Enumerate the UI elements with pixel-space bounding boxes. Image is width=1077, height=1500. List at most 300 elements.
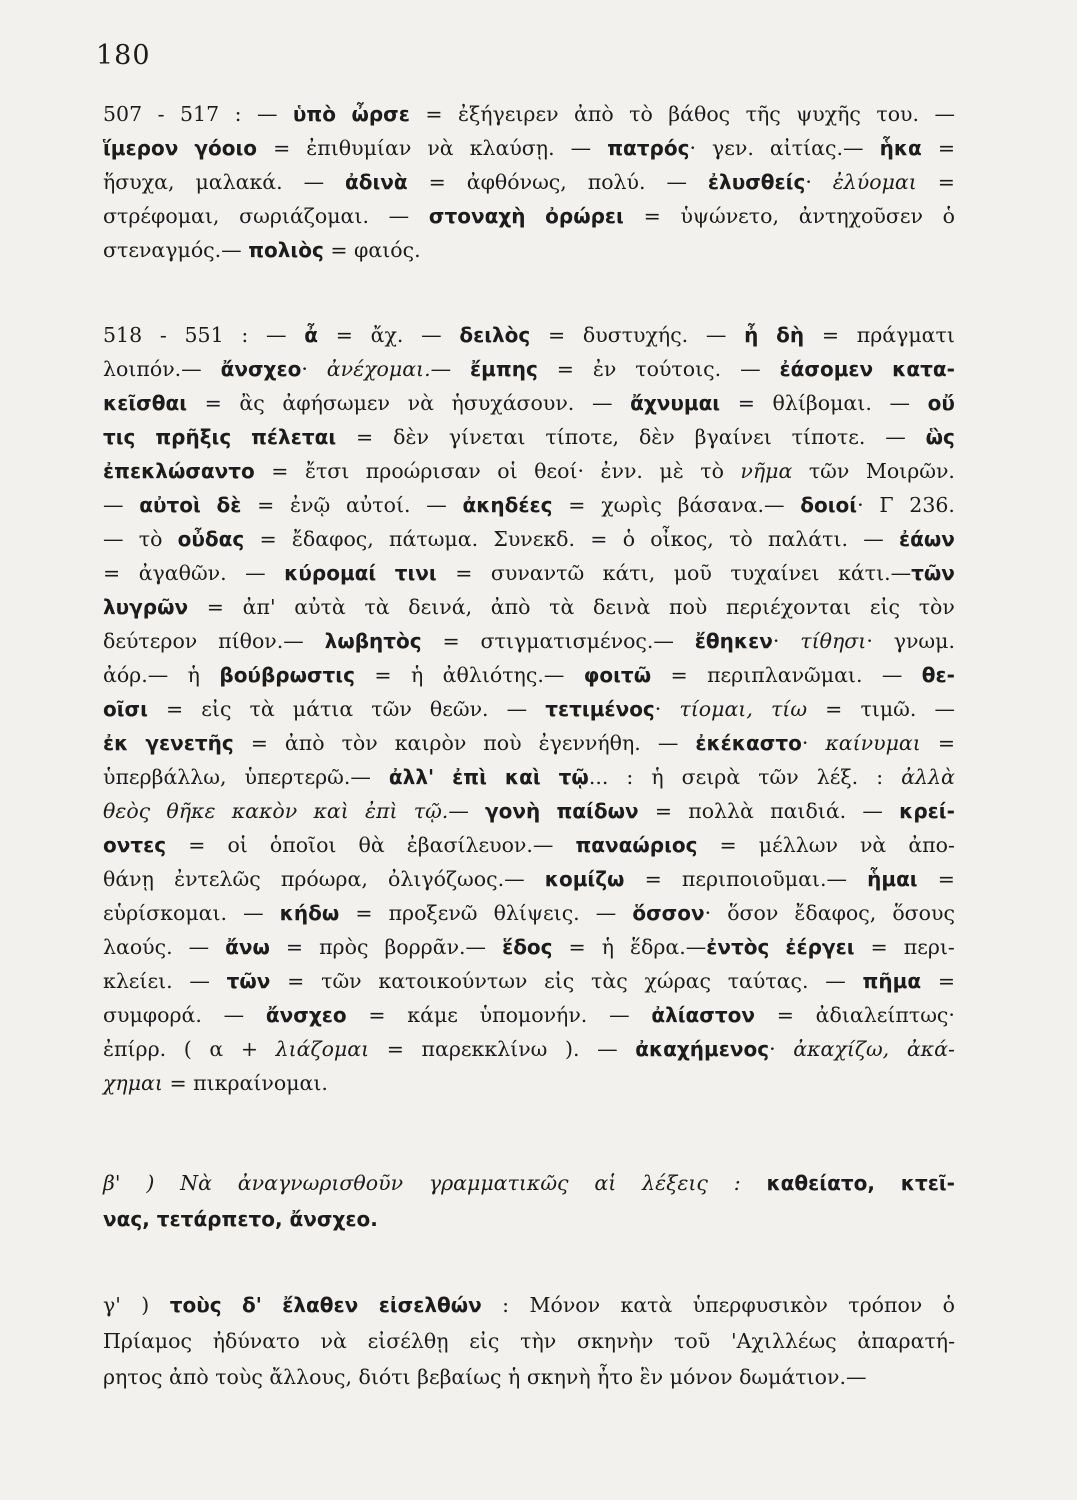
gloss-text: ) xyxy=(141,1293,150,1317)
gloss-text: τὸ xyxy=(729,527,753,551)
gloss-text: ἐντελῶς xyxy=(174,867,261,891)
italic-text: λιάζομαι xyxy=(275,1037,370,1061)
text-line xyxy=(103,998,955,1032)
gloss-text: χώρας xyxy=(644,969,711,993)
lemma-term: ἀκηδέες xyxy=(462,493,553,517)
gloss-text: — xyxy=(426,493,447,517)
lemma-term: ἔμπης xyxy=(470,357,538,381)
gloss-text: σκηνὴν xyxy=(576,1329,654,1353)
lemma-term: τινι xyxy=(394,561,437,585)
gloss-text: = xyxy=(386,1037,404,1061)
gloss-text: ὅσους xyxy=(892,901,955,925)
gloss-text: — xyxy=(188,935,210,959)
gloss-text: εὑρίσκομαι. xyxy=(103,901,228,925)
gloss-text: ἔδαφος, xyxy=(794,901,877,925)
italic-text: ἀνέχομαι. xyxy=(326,357,431,381)
gloss-text: μὲ xyxy=(659,459,684,483)
text-line xyxy=(103,454,955,488)
gloss-text: = xyxy=(166,697,184,721)
gloss-text: κάτι.— xyxy=(838,561,912,585)
gloss-text: τὸ xyxy=(700,459,724,483)
gloss-text: θλίβομαι. xyxy=(772,391,872,415)
gloss-text: ὀλιγόζωος.— xyxy=(387,867,525,891)
gloss-text: τὸ xyxy=(629,102,653,126)
text-line xyxy=(103,165,955,199)
gloss-text: ἀπὸ xyxy=(284,731,325,755)
gloss-text: — xyxy=(570,136,592,160)
text-line xyxy=(103,488,955,522)
italic-text: β' xyxy=(103,1171,121,1195)
text-line xyxy=(103,1288,955,1324)
gloss-text: προώρισαν xyxy=(365,459,481,483)
gloss-text: ἕδρα.— xyxy=(630,935,707,959)
gloss-text: = xyxy=(285,935,304,959)
lemma-term: ὣς xyxy=(925,425,955,449)
gloss-text: ὑπομονήν. xyxy=(479,1003,588,1027)
gloss-text: νὰ xyxy=(859,833,887,857)
gloss-text: = xyxy=(547,323,566,347)
lemma-term: γονὴ xyxy=(485,799,541,823)
gloss-text: ποὺ xyxy=(483,731,522,755)
lemma-term: ἐάσομεν xyxy=(779,357,874,381)
italic-text: ἀναγνωρισθοῦν xyxy=(237,1171,404,1195)
text-line xyxy=(103,97,955,131)
gloss-text: 236. xyxy=(909,493,955,517)
text-line xyxy=(103,1324,955,1360)
gloss-text: — xyxy=(934,697,955,721)
gloss-text: — xyxy=(506,697,528,721)
gloss-text: — xyxy=(103,493,124,517)
lemma-term: ἔθηκεν xyxy=(694,629,773,653)
gloss-text: = xyxy=(556,357,574,381)
gloss-text: = xyxy=(654,799,672,823)
gloss-text: = xyxy=(250,731,268,755)
lemma-term: τις xyxy=(103,425,136,449)
gloss-text: = xyxy=(204,391,222,415)
text-line xyxy=(103,1032,955,1066)
gloss-text: ἐνῷ xyxy=(290,493,331,517)
lemma-term: κατα- xyxy=(892,357,955,381)
italic-text: καίνυμαι xyxy=(825,731,921,755)
gloss-text: = xyxy=(719,833,737,857)
text-line xyxy=(103,556,955,590)
gloss-text: ταύτας. xyxy=(727,969,809,993)
gloss-text: — xyxy=(245,561,266,585)
gloss-text: περιποιοῦμαι.— xyxy=(681,867,847,891)
gloss-text: τίποτε, xyxy=(545,425,620,449)
gloss-text: ἡ xyxy=(651,765,664,789)
gloss-text: θεῶν. xyxy=(429,697,489,721)
gloss-text: : xyxy=(502,1293,510,1317)
gloss-text: ἡ xyxy=(410,663,424,687)
gloss-text: στιγματισμένος.— xyxy=(480,629,674,653)
italic-text: νῆμα xyxy=(740,459,793,483)
gloss-text: δὲν xyxy=(393,425,429,449)
lemma-term: τῷ xyxy=(558,765,589,789)
gloss-text: τὴν xyxy=(520,1329,557,1353)
lemma-term: δὴ xyxy=(776,323,805,347)
text-line xyxy=(103,726,955,760)
lemma-term: παναώριος xyxy=(575,833,698,857)
gloss-text: ὁ xyxy=(942,204,955,228)
italic-text: τίθησι xyxy=(800,629,867,653)
lemma-term: εἰσελθών xyxy=(378,1293,482,1317)
lemma-term: κύρομαί xyxy=(284,561,377,585)
gloss-text: ἀπο- xyxy=(908,833,955,857)
gloss-text: : xyxy=(241,323,249,347)
lemma-term: κτεῖ- xyxy=(900,1171,955,1195)
gloss-text: Γ xyxy=(879,493,894,517)
gloss-text: δεύτερον xyxy=(103,629,198,653)
gloss-text: ἂς xyxy=(239,391,265,415)
gloss-text: οἶκος, xyxy=(650,527,714,551)
gloss-text: γίνεται xyxy=(448,425,526,449)
gloss-text: μοῦ xyxy=(673,561,712,585)
gloss-text: δεινὰ xyxy=(593,595,651,619)
gloss-text: τῆς xyxy=(745,102,781,126)
lemma-term: κήδω xyxy=(279,901,340,925)
gloss-text: · xyxy=(805,170,812,194)
exercise-gamma-block xyxy=(103,1288,955,1396)
text-line xyxy=(103,420,955,454)
text-line xyxy=(103,658,955,692)
lemma-term: αὐτοὶ xyxy=(139,493,201,517)
gloss-text: τῶν xyxy=(371,697,412,721)
gloss-text: = xyxy=(356,425,374,449)
page-number: 180 xyxy=(96,40,151,71)
lemma-term: γενετῆς xyxy=(145,731,234,755)
lemma-term: ἕδος xyxy=(502,935,553,959)
gloss-text: τὸν xyxy=(918,595,955,619)
gloss-text: = xyxy=(643,204,661,228)
lemma-term: βούβρωστις xyxy=(219,663,355,687)
gloss-text: = xyxy=(937,136,955,160)
gloss-text: = xyxy=(271,459,289,483)
gloss-text: · xyxy=(301,357,308,381)
text-line xyxy=(103,692,955,726)
lemma-term: καὶ xyxy=(504,765,541,789)
gloss-text: εἰς xyxy=(201,697,232,721)
gloss-text: μαλακά. xyxy=(195,170,283,194)
gloss-text: = xyxy=(776,1003,794,1027)
gloss-text: = xyxy=(257,493,275,517)
gloss-text: = xyxy=(568,935,586,959)
lemma-term: τῶν xyxy=(226,969,271,993)
gloss-text: · xyxy=(801,731,809,755)
lemma-term: οῖσι xyxy=(103,697,148,721)
gloss-text: — xyxy=(421,323,442,347)
gloss-text: ἀφθόνως, xyxy=(466,170,567,194)
gloss-text: = xyxy=(644,867,662,891)
gloss-text: ὁ xyxy=(942,1293,955,1317)
lemma-term: ἐάων xyxy=(899,527,955,551)
commentary-block-518-551 xyxy=(103,318,955,1100)
gloss-text: ὑπερφυσικὸν xyxy=(692,1293,828,1317)
gloss-text: ὁποῖοι xyxy=(269,833,337,857)
lemma-term: πέλεται xyxy=(251,425,337,449)
text-line xyxy=(103,896,955,930)
gloss-text: ψυχῆς xyxy=(796,102,861,126)
gloss-text: = xyxy=(670,663,688,687)
gloss-text: τίποτε. xyxy=(791,425,866,449)
gloss-text: ἡ xyxy=(187,663,200,687)
gloss-text: — xyxy=(934,102,955,126)
lemma-term: νας, τετάρπετο, ἄνσχεο. xyxy=(103,1207,378,1231)
gloss-text: νὰ xyxy=(427,136,454,160)
gloss-text: καιρὸν xyxy=(394,731,467,755)
gloss-text: : xyxy=(234,102,242,126)
text-line xyxy=(103,624,955,658)
gloss-text: = xyxy=(590,527,608,551)
gloss-text: = xyxy=(206,595,224,619)
text-line xyxy=(103,930,955,964)
gloss-text: χωρὶς xyxy=(601,493,662,517)
gloss-text: = xyxy=(374,663,392,687)
gloss-text: δεινά, xyxy=(408,595,473,619)
gloss-text: — xyxy=(189,969,210,993)
gloss-text: εἰς xyxy=(544,969,575,993)
gloss-text: οἱ xyxy=(227,833,248,857)
exercise-beta-block xyxy=(103,1166,955,1238)
italic-text: θῆκε xyxy=(166,799,216,823)
gloss-text: αὐτὰ xyxy=(294,595,346,619)
italic-text: ) xyxy=(146,1171,155,1195)
gloss-text: — xyxy=(881,663,903,687)
gloss-text: = xyxy=(273,136,291,160)
gloss-text: = xyxy=(937,170,955,194)
gloss-text: τοῦ xyxy=(674,1329,711,1353)
gloss-text: θεοί· xyxy=(534,459,584,483)
lemma-term: ἀλίαστον xyxy=(651,1003,755,1027)
gloss-text: — xyxy=(243,901,264,925)
italic-text: Νὰ xyxy=(180,1171,212,1195)
gloss-text: βάσανα.— xyxy=(677,493,785,517)
gloss-text: = xyxy=(937,731,955,755)
gloss-text: συμφορά. xyxy=(103,1003,202,1027)
gloss-text: κάμε xyxy=(407,1003,458,1027)
gloss-text: : xyxy=(876,765,884,789)
gloss-text: τυχαίνει xyxy=(730,561,820,585)
lemma-term: πρῆξις xyxy=(155,425,232,449)
gloss-text: — xyxy=(666,170,687,194)
gloss-text: — xyxy=(591,391,613,415)
gloss-text: — xyxy=(448,799,469,823)
gloss-text: ἐγεννήθη. xyxy=(538,731,641,755)
gloss-text: εἰς xyxy=(869,595,901,619)
gloss-text: προξενῶ xyxy=(388,901,478,925)
gloss-text: ἡσυχάσουν. xyxy=(451,391,575,415)
gloss-text: — xyxy=(597,1037,618,1061)
gloss-text: · xyxy=(704,901,712,925)
gloss-text: = xyxy=(937,867,955,891)
gloss-text: τὰ xyxy=(549,595,575,619)
italic-text: χημαι xyxy=(103,1071,163,1095)
italic-text: ἐπὶ xyxy=(365,799,398,823)
lemma-term: κομίζω xyxy=(544,867,625,891)
lemma-term: θε- xyxy=(921,663,955,687)
gloss-text: τρόπον xyxy=(848,1293,923,1317)
gloss-text: του. xyxy=(876,102,920,126)
gloss-text: κατοικούντων xyxy=(378,969,528,993)
gloss-text: ἡ xyxy=(601,935,615,959)
gloss-text: = φαιός. xyxy=(323,238,421,262)
gloss-text: ἀθλιότης.— xyxy=(442,663,565,687)
gloss-text: ἀδιαλείπτως· xyxy=(815,1003,955,1027)
lemma-term: ἐλυσθείς xyxy=(707,170,806,194)
gloss-text: - xyxy=(159,323,167,347)
gloss-text: — xyxy=(657,731,679,755)
gloss-text: + xyxy=(240,1037,258,1061)
italic-text: ἀλλὰ xyxy=(901,765,955,789)
lemma-term: πατρός xyxy=(607,136,690,160)
text-line xyxy=(103,318,955,352)
gloss-text: = xyxy=(368,1003,386,1027)
gloss-text: συναντῶ xyxy=(490,561,585,585)
gloss-text: — xyxy=(705,323,727,347)
text-line xyxy=(103,794,955,828)
gloss-text: τῶν xyxy=(808,459,850,483)
text-line xyxy=(103,352,955,386)
gloss-text: — xyxy=(256,102,278,126)
gloss-text: μάτια xyxy=(292,697,354,721)
gloss-text: στρέφομαι, xyxy=(103,204,220,228)
lemma-term: ἐντὸς xyxy=(706,935,770,959)
gloss-text: ἐπίρρ. xyxy=(103,1037,167,1061)
italic-text: ἀκά- xyxy=(906,1037,955,1061)
gloss-text: περιέχονται xyxy=(725,595,852,619)
gloss-text: ἥσυχα, xyxy=(103,170,175,194)
italic-text: κακὸν xyxy=(231,799,298,823)
italic-text: : xyxy=(733,1171,741,1195)
gloss-text: = xyxy=(335,323,353,347)
lemma-term: ὀρώρει xyxy=(545,204,624,228)
gloss-text: ἀφήσωμεν xyxy=(282,391,390,415)
text-line xyxy=(103,828,955,862)
gloss-text: λέξ. xyxy=(816,765,859,789)
gloss-text: — xyxy=(609,1003,630,1027)
gloss-text: Συνεκδ. xyxy=(493,527,576,551)
gloss-text: αὐτοί. xyxy=(345,493,411,517)
gloss-text: κλαύσῃ. xyxy=(469,136,555,160)
italic-text: ἀκαχίζω, xyxy=(793,1037,890,1061)
gloss-text: = xyxy=(355,901,373,925)
text-line xyxy=(103,964,955,998)
italic-text: καὶ xyxy=(313,799,349,823)
gloss-text: τὸν xyxy=(341,731,378,755)
italic-text: τίομαι, xyxy=(679,697,753,721)
commentary-block-507-517 xyxy=(103,97,955,267)
lemma-term: στοναχὴ xyxy=(428,204,526,228)
italic-text: θεὸς xyxy=(103,799,151,823)
gloss-text: = xyxy=(287,969,305,993)
gloss-text: Μόνον xyxy=(529,1293,601,1317)
italic-text: λέξεις xyxy=(642,1171,708,1195)
gloss-text: παρεκκλίνω xyxy=(421,1037,548,1061)
gloss-text: - xyxy=(157,102,165,126)
lemma-term: ἄνσχεο xyxy=(265,1003,347,1027)
gloss-text: τιμῶ. xyxy=(860,697,917,721)
lemma-term: πῆμα xyxy=(862,969,922,993)
gloss-text: 'Αχιλλέως xyxy=(730,1329,837,1353)
gloss-text: βάθος xyxy=(668,102,731,126)
gloss-text: ἐξήγειρεν xyxy=(457,102,559,126)
lemma-term: ὦρσε xyxy=(351,102,410,126)
gloss-text: : xyxy=(626,765,634,789)
gloss-text: — xyxy=(266,323,287,347)
gloss-text: θὰ xyxy=(358,833,385,857)
gloss-text: 517 xyxy=(179,102,220,126)
lemma-term: δὲ xyxy=(216,493,242,517)
gloss-text: = xyxy=(455,561,473,585)
gloss-text: γ' xyxy=(103,1293,121,1317)
lemma-term: ἔλαθεν xyxy=(282,1293,359,1317)
gloss-text: πράγματι xyxy=(856,323,955,347)
gloss-text: · xyxy=(654,697,662,721)
gloss-text: Πρίαμος xyxy=(103,1329,192,1353)
text-line xyxy=(103,590,955,624)
gloss-text: = xyxy=(568,493,586,517)
gloss-text: ὑπερτερῶ.— xyxy=(244,765,371,789)
gloss-text: · xyxy=(857,493,864,517)
lemma-term: δ' xyxy=(241,1293,262,1317)
italic-text: αἱ xyxy=(594,1171,617,1195)
gloss-text: = πικραίνομαι. xyxy=(162,1071,328,1095)
gloss-text: οἱ xyxy=(497,459,518,483)
gloss-text: δυστυχής. xyxy=(582,323,689,347)
gloss-text: = xyxy=(428,170,446,194)
text-line xyxy=(103,1360,955,1396)
gloss-text: = xyxy=(442,629,460,653)
gloss-text: τούτοις. xyxy=(635,357,722,381)
gloss-text: δὲν xyxy=(638,425,675,449)
lemma-term: παίδων xyxy=(556,799,639,823)
gloss-text: περιπλανῶμαι. xyxy=(707,663,863,687)
gloss-text: παλάτι. xyxy=(767,527,849,551)
gloss-text: — xyxy=(740,357,761,381)
gloss-text: εἰς xyxy=(469,1329,500,1353)
gloss-text: = xyxy=(259,527,277,551)
gloss-text: — xyxy=(388,204,410,228)
lemma-term: γόοιο xyxy=(194,136,258,160)
lemma-term: δειλὸς xyxy=(459,323,531,347)
gloss-text: σωριάζομαι. xyxy=(239,204,369,228)
gloss-text: τὸ xyxy=(138,527,163,551)
gloss-text: ἀπὸ xyxy=(490,595,531,619)
italic-text: τῷ. xyxy=(413,799,449,823)
gloss-text: νὰ xyxy=(407,391,434,415)
gloss-text: = xyxy=(937,969,955,993)
lemma-term: ἀδινὰ xyxy=(345,170,408,194)
gloss-text: παιδιά. xyxy=(770,799,847,823)
gloss-text: 551 xyxy=(184,323,224,347)
gloss-text: · xyxy=(866,629,873,653)
gloss-text: — xyxy=(595,901,617,925)
lemma-term: ἐπὶ xyxy=(452,765,487,789)
gloss-text: κάτι, xyxy=(602,561,656,585)
gloss-text: Μοιρῶν. xyxy=(865,459,955,483)
lemma-term: τετιμένος xyxy=(545,697,655,721)
text-line xyxy=(103,199,955,233)
gloss-text: 518 xyxy=(103,323,143,347)
gloss-text: ὁ xyxy=(622,527,636,551)
lemma-term: ἄνσχεο xyxy=(220,357,302,381)
gloss-text: πρὸς xyxy=(319,935,369,959)
text-line xyxy=(103,522,955,556)
gloss-text: βγαίνει xyxy=(694,425,772,449)
gloss-text: πάτωμα. xyxy=(389,527,479,551)
gloss-text: = xyxy=(870,935,888,959)
gloss-text: — xyxy=(103,527,124,551)
